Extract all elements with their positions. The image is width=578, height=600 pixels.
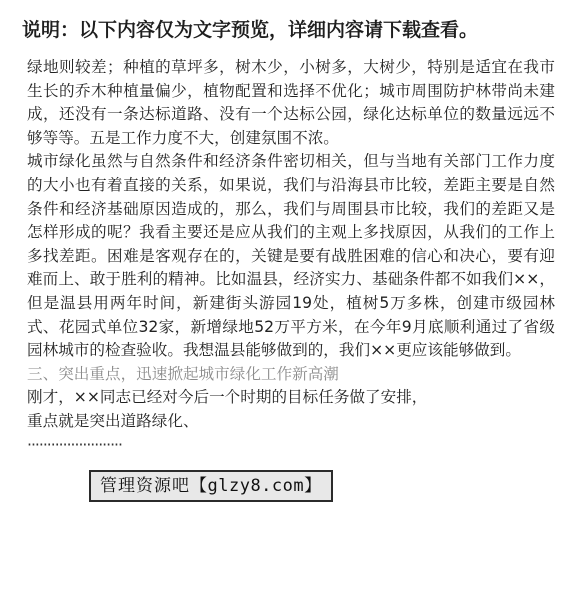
paragraph-3-line-2: 重点就是突出道路绿化、 [27, 411, 199, 430]
truncation-ellipsis: ························ [27, 435, 122, 454]
watermark-brand: 管理资源吧 [100, 476, 190, 496]
watermark-url: 【glzy8.com】 [190, 476, 322, 496]
preview-notice: 说明：以下内容仅为文字预览，详细内容请下载查看。 [22, 19, 479, 41]
paragraph-3-line-1: 刚才，××同志已经对今后一个时期的目标任务做了安排， [27, 388, 428, 407]
paragraph-2: 城市绿化虽然与自然条件和经济条件密切相关，但与当地有关部门工作力度的大小也有着直接的关系，如果说，我们与沿海县市比较，差距主要是自然条件和经济基础原因造成的，那么，我们与周围县市比较，我们的差距又是怎样形成的呢？我看主要还是应从我们的主观上多找原因，从我们的工作上多找差距。困难是客观存在的，关键是要有战胜困难的信心和决心，要有迎难而上、敢于胜利的精神。比如温县，经济实力、基础条件都不如我们××，但是温县用两年时间，新建街头游园19处，植树5万多株，创建市级园林式、花园式单位32家，新增绿地52万平方米，在今年9月底顺利通过了省级园林城市的检查验收。我想温县能够做到的，我们××更应该能够做到。 [27, 152, 555, 360]
document-body [27, 56, 555, 457]
section-3-heading: 三、突出重点，迅速掀起城市绿化工作新高潮 [27, 364, 339, 383]
site-watermark [89, 470, 333, 502]
paragraph-1: 绿地则较差；种植的草坪多，树木少，小树多，大树少，特别是适宜在我市生长的乔木种植量偏少，植物配置和选择不优化；城市周围防护林带尚未建成，还没有一条达标道路、没有一个达标公园，绿化达标单位的数量远远不够等等。五是工作力度不大，创建氛围不浓。 [27, 58, 555, 147]
